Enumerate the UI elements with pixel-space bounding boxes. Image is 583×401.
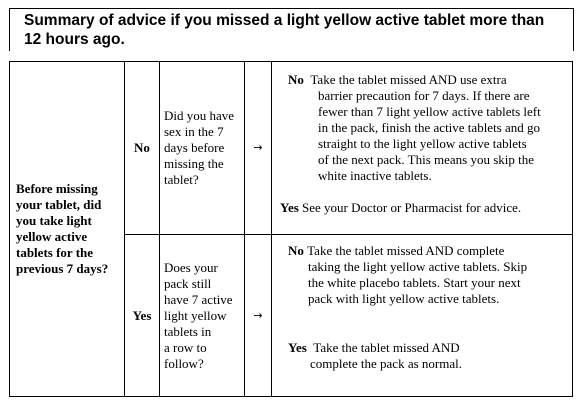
advice-table	[9, 61, 573, 397]
question-line: missing the	[164, 156, 224, 171]
page-title: Summary of advice if you missed a light yellow active tablet more than 12 hours ago.	[24, 12, 545, 48]
answer-yes-label: Yes	[125, 235, 160, 397]
question-line: Did you have	[164, 108, 235, 123]
advice-line: white inactive tablets.	[318, 168, 432, 183]
advice-yes-label: Yes	[280, 200, 299, 215]
question-line: tablets for the	[16, 245, 94, 260]
question-previous-7-days	[10, 62, 125, 397]
advice-line: Take the tablet missed AND complete	[307, 243, 505, 258]
question-line: have 7 active	[164, 291, 233, 307]
question-line: sex in the 7	[164, 124, 224, 139]
question-line: days before	[164, 140, 225, 155]
right-arrow-icon: →	[245, 62, 272, 235]
advice-no-label: No	[288, 243, 304, 258]
advice-line: complete the pack as normal.	[310, 356, 462, 371]
question-line: a row to	[164, 339, 207, 355]
advice-line: See your Doctor or Pharmacist for advice.	[302, 200, 522, 215]
question-sex-before-missing	[160, 62, 245, 235]
advice-no	[272, 243, 572, 307]
table-row	[10, 62, 573, 235]
question-line: previous 7 days?	[16, 261, 109, 276]
advice-line: of the next pack. This means you skip the	[318, 152, 535, 167]
advice-line: the white placebo tablets. Start your next	[308, 275, 521, 290]
question-line: follow?	[164, 355, 204, 371]
advice-no	[272, 72, 572, 184]
question-line: tablet?	[164, 172, 199, 187]
question-line: you take light	[16, 213, 92, 228]
advice-line: in the pack, finish the active tablets and go	[318, 120, 541, 135]
question-pack-has-7-active	[160, 235, 245, 397]
title-box	[9, 8, 574, 51]
question-line: light yellow	[164, 307, 227, 323]
advice-yes	[272, 340, 572, 372]
advice-no-label: No	[288, 72, 304, 87]
advice-line: straight to the light yellow active tablets	[318, 136, 527, 151]
question-line: Before missing	[16, 181, 98, 196]
question-line: Does your	[164, 259, 218, 275]
advice-yes	[272, 200, 572, 216]
advice-line: taking the light yellow active tablets. Skip	[308, 259, 528, 274]
advice-cell	[272, 235, 573, 397]
advice-line: fewer than 7 light yellow active tablets left	[318, 104, 541, 119]
advice-yes-label: Yes	[288, 340, 307, 355]
question-line: yellow active	[16, 229, 88, 244]
advice-line: Take the tablet missed AND use extra	[310, 72, 507, 87]
question-line: your tablet, did	[16, 197, 102, 212]
advice-cell	[272, 62, 573, 235]
advice-line: pack with light yellow active tablets.	[308, 291, 500, 306]
advice-line: barrier precaution for 7 days. If there are	[318, 88, 530, 103]
advice-line: Take the tablet missed AND	[313, 340, 460, 355]
question-line: tablets in	[164, 323, 212, 339]
question-line: pack still	[164, 275, 212, 291]
answer-no-label: No	[125, 62, 160, 235]
right-arrow-icon: →	[245, 235, 272, 397]
